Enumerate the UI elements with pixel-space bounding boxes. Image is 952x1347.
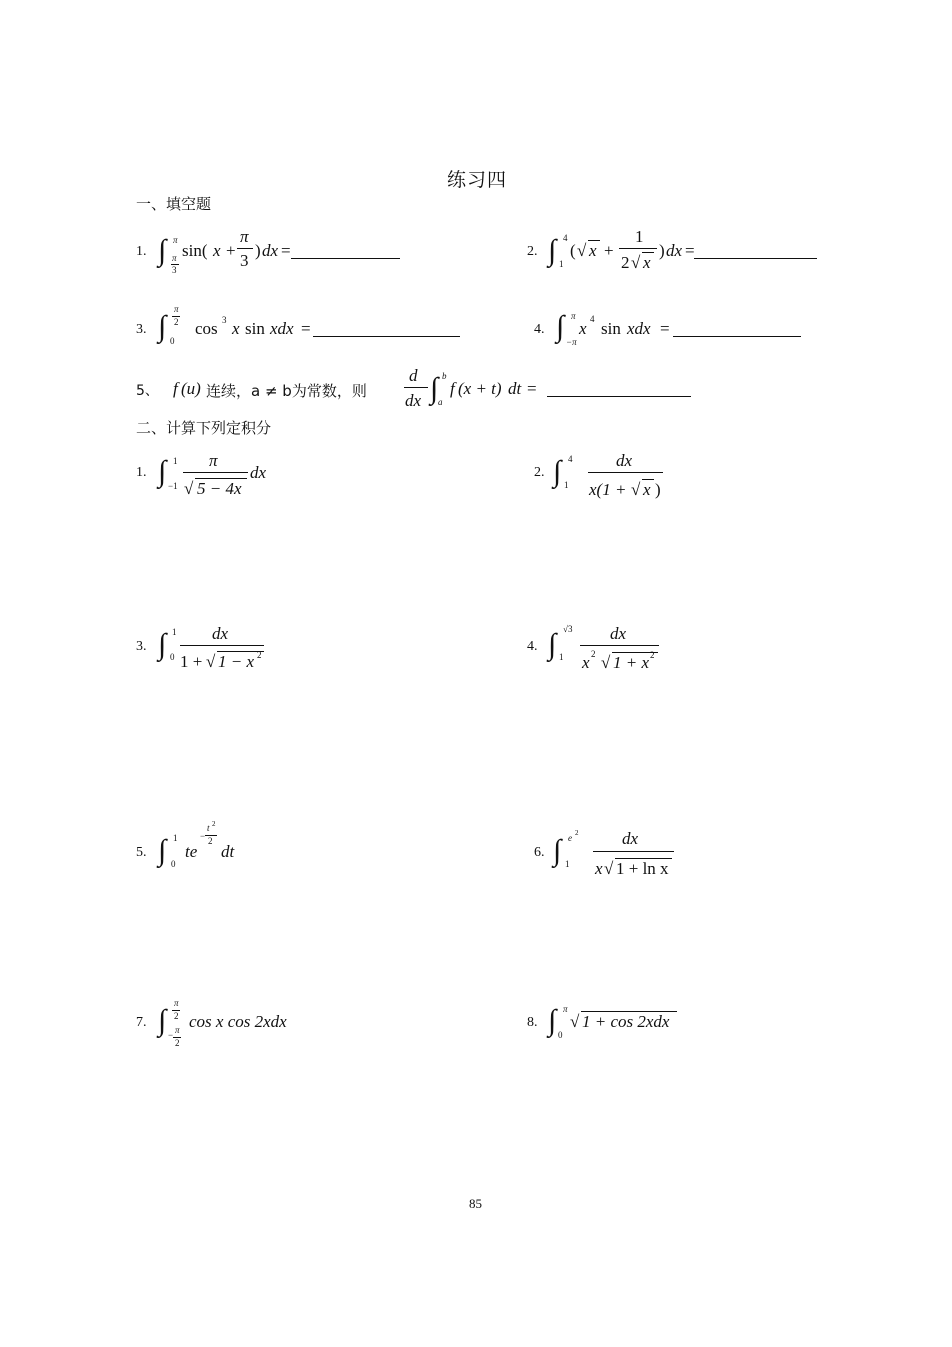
item-number: 1.	[136, 465, 147, 480]
den-x: x	[582, 653, 590, 672]
frac-num: dx	[622, 829, 639, 848]
upper-limit: 1	[173, 456, 178, 466]
integrand: cos x cos 2xdx	[189, 1012, 287, 1031]
den-sqrt: x	[643, 480, 651, 499]
upper-limit: 4	[563, 233, 568, 243]
differential: dx	[250, 463, 267, 482]
sqrt-content: 5 − 4x	[197, 479, 242, 498]
upper-limit: 1	[173, 833, 178, 843]
integrand-plus: +	[226, 241, 236, 260]
sqrt-sign: √	[577, 241, 587, 260]
exp-minus: −	[200, 831, 206, 841]
upper-limit-pow: 2	[575, 829, 579, 837]
integral-sign: ∫	[553, 455, 562, 488]
frac-bar	[588, 472, 663, 473]
lower-limit: 1	[559, 259, 564, 269]
integral-sign: ∫	[158, 234, 167, 267]
den-pow: 2	[591, 649, 596, 659]
upper-limit: 1	[172, 627, 177, 637]
lower-limit-den: 3	[172, 265, 177, 275]
frac-den-two: 2	[621, 253, 630, 272]
answer-blank[interactable]	[673, 336, 801, 337]
integrand-te: te	[185, 842, 198, 861]
frac-num: dx	[616, 451, 633, 470]
lower-limit: 1	[564, 480, 569, 490]
integral-sign: ∫	[158, 628, 167, 661]
lower-limit-minus: −	[168, 1030, 174, 1040]
sqrt-x: x	[589, 241, 597, 260]
lower-limit: −1	[168, 481, 178, 491]
sqrt-content: 1 + cos 2xdx	[582, 1012, 670, 1031]
lower-limit: 0	[170, 336, 175, 346]
frac-bar	[180, 645, 264, 646]
den-pow: 2	[257, 650, 262, 660]
integral-sign: ∫	[556, 310, 565, 343]
frac-num: π	[240, 227, 249, 246]
item-number: 8.	[527, 1015, 538, 1030]
frac-bar	[237, 248, 253, 249]
integrand-f: f	[450, 379, 455, 398]
xdx: xdx	[270, 319, 294, 338]
cos-function: cos	[195, 319, 218, 338]
integrand-args: (x + t)	[458, 379, 502, 398]
den-b: )	[655, 480, 661, 499]
den-pow2: 2	[650, 650, 655, 660]
answer-blank[interactable]	[694, 258, 817, 259]
upper-limit: √3	[563, 624, 573, 634]
upper-limit: b	[442, 371, 447, 381]
lower-limit: a	[438, 397, 443, 407]
differential: dx	[262, 241, 279, 260]
lower-limit: 0	[170, 652, 175, 662]
answer-blank[interactable]	[291, 258, 400, 259]
den-sqrt: 1 + x	[613, 653, 650, 672]
upper-limit-num: π	[174, 998, 179, 1008]
item-number: 7.	[136, 1015, 147, 1030]
upper-limit-num: π	[174, 304, 179, 314]
sqrt-sign: √	[631, 480, 641, 499]
sqrt-sign: √	[570, 1012, 580, 1031]
integral-sign: ∫	[158, 834, 167, 867]
differential: dx	[666, 241, 683, 260]
lower-limit: 1	[559, 652, 564, 662]
close-paren: )	[659, 241, 665, 260]
item-number: 6.	[534, 845, 545, 860]
equals-sign: =	[301, 319, 311, 338]
section-heading-compute: 二、计算下列定积分	[136, 419, 272, 437]
item-number: 2.	[534, 465, 545, 480]
condition-text: 连续，a ≠ b为常数，则	[206, 382, 367, 400]
item-number: 1.	[136, 244, 147, 259]
var-x: x	[579, 319, 587, 338]
item-number: 5、	[136, 383, 159, 399]
lower-limit: 0	[558, 1030, 563, 1040]
frac-bar	[593, 851, 674, 852]
exp-den: 2	[208, 836, 213, 846]
frac-den-x: x	[643, 253, 651, 272]
upper-limit-den: 2	[174, 317, 179, 327]
sqrt-sign: √	[206, 652, 216, 671]
integral-sign: ∫	[158, 1004, 167, 1037]
frac-bar	[183, 472, 248, 473]
integral-sign: ∫	[548, 1004, 557, 1037]
lower-limit-num: π	[172, 253, 177, 263]
integrand-sin: sin(	[182, 241, 208, 260]
upper-limit: e	[568, 833, 572, 843]
item-number: 4.	[527, 639, 538, 654]
integral-sign: ∫	[158, 455, 167, 488]
function-arg: (u)	[181, 379, 201, 398]
sin-function: sin	[601, 319, 621, 338]
frac-num: dx	[610, 624, 627, 643]
frac-num: π	[209, 451, 218, 470]
deriv-d: d	[409, 366, 418, 385]
power-3: 3	[222, 315, 227, 325]
den-a: x(1 +	[589, 480, 627, 499]
lower-limit: 0	[171, 859, 176, 869]
sqrt-sign: √	[601, 653, 611, 672]
deriv-dx: dx	[405, 391, 422, 410]
integral-sign: ∫	[548, 234, 557, 267]
differential: dt	[221, 842, 235, 861]
item-number: 2.	[527, 244, 538, 259]
item-number: 5.	[136, 845, 147, 860]
equals-sign: =	[660, 319, 670, 338]
item-number: 3.	[136, 639, 147, 654]
lower-limit: 1	[565, 859, 570, 869]
item-number: 4.	[534, 322, 545, 337]
differential: dt	[508, 379, 522, 398]
page-title: 练习四	[447, 170, 508, 191]
close-paren: )	[255, 241, 261, 260]
equals-sign: =	[527, 379, 537, 398]
integral-sign: ∫	[158, 310, 167, 343]
frac-bar	[580, 645, 659, 646]
section-heading-fill-in: 一、填空题	[136, 195, 212, 213]
exp-num-pow: 2	[212, 820, 216, 828]
exp-num: t	[207, 823, 210, 833]
sqrt-sign: √	[604, 859, 614, 878]
frac-den: 3	[240, 251, 249, 270]
integrand-x: x	[213, 241, 221, 260]
sin-function: sin	[245, 319, 265, 338]
lower-limit-num: π	[175, 1025, 180, 1035]
open-paren: (	[570, 241, 576, 260]
plus-sign: +	[604, 241, 614, 260]
lower-limit-den: 2	[175, 1038, 180, 1048]
den-sqrt: 1 + ln x	[616, 859, 669, 878]
upper-limit-den: 2	[174, 1011, 179, 1021]
upper-limit: 4	[568, 454, 573, 464]
answer-blank[interactable]	[313, 336, 460, 337]
upper-limit: π	[173, 235, 178, 245]
frac-den-sqrt: √	[631, 253, 641, 272]
frac-bar	[619, 248, 657, 249]
deriv-bar	[404, 387, 428, 388]
lower-limit: −π	[566, 337, 577, 347]
equals-sign: =	[281, 241, 291, 260]
upper-limit: π	[571, 311, 576, 321]
sqrt-sign: √	[184, 479, 194, 498]
integral-sign: ∫	[553, 834, 562, 867]
den-x: x	[595, 859, 603, 878]
function-f: f	[173, 379, 178, 398]
integral-sign: ∫	[548, 628, 557, 661]
den-sqrt: 1 − x	[218, 652, 255, 671]
xdx: xdx	[627, 319, 651, 338]
item-number: 3.	[136, 322, 147, 337]
answer-blank[interactable]	[547, 396, 691, 397]
power-4: 4	[590, 314, 595, 324]
page-number: 85	[469, 1196, 482, 1211]
frac-num: 1	[635, 227, 644, 246]
frac-num: dx	[212, 624, 229, 643]
upper-limit: π	[563, 1004, 568, 1014]
equals-sign: =	[685, 241, 695, 260]
den-a: 1 +	[180, 652, 203, 671]
integral-sign: ∫	[430, 372, 439, 405]
var-x: x	[232, 319, 240, 338]
